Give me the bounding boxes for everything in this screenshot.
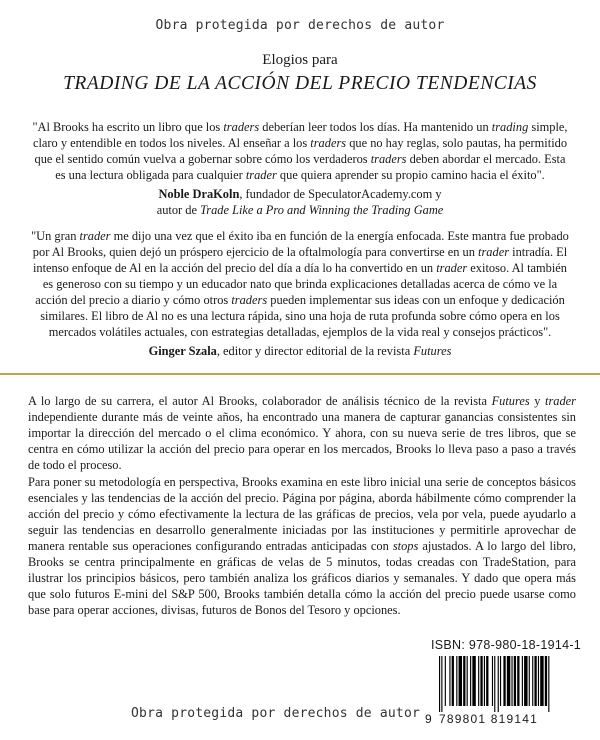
barcode-bar (480, 656, 482, 706)
barcode-bar (492, 656, 493, 706)
praise-heading: Elogios para (262, 52, 338, 68)
watermark-bottom: Obra protegida por derechos de autor (131, 706, 420, 721)
testimonial-1 (28, 119, 572, 218)
testimonial-2-magazine: Futures (413, 344, 452, 358)
barcode-bar (529, 656, 530, 706)
barcode-bar (500, 656, 501, 706)
isbn-barcode (425, 636, 595, 728)
barcode-digit-first: 9 (425, 712, 433, 726)
barcode-bar (478, 656, 479, 706)
barcode-bar (494, 656, 495, 712)
barcode-digits-rest: 789801 819141 (439, 712, 539, 726)
barcode-bar (532, 656, 533, 706)
description-paragraph-2-text: Para poner su metodología en perspectiva, Brooks examina en este libro inicial una serie de conceptos básicos esenciales y las tendencias de la acción del precio. Página por página, aborda hábilmente cómo comprender la acción del precio y cómo efectivamente la lectura de las gráficas de precios, vela por vela, puede ayudarlo a seguir las tendencias en desarrollo generalmente iniciadas por las instituciones y permitirle aprovechar de manera rentable sus operaciones configurando entradas anticipadas con stops ajustados. A lo largo del libro, Brooks se centra principalmente en gráficas de velas de 5 minutos, todas creadas con TradeStation, para ilustrar los principios básicos, pero también analiza los gráficos diarios y semanales. Y dado que opera más que solo futuros E-mini del S&P 500, Brooks también detalla cómo la acción del precio puede usarse como base para operar acciones, divisas, futuros de Bonos del Tesoro y opciones. (28, 475, 577, 617)
barcode-bar (459, 656, 462, 706)
barcode-bar (507, 656, 510, 706)
barcode-bar (503, 656, 505, 706)
barcode-bar (445, 656, 446, 706)
description-paragraph-1-text: A lo largo de su carrera, el autor Al Brooks, colaborador de análisis técnico de la revista Futures y trader independiente durante más de veinte años, ha encontrado una manera de capturar ganancias consistentes sin importar la dirección del mercado o el clima económico. Y ahora, con su nueva serie de tres libros, que se centra en cómo utilizar la acción del precio para operar en los mercados, Brooks lo lleva paso a paso a través de todo el proceso. (28, 394, 577, 472)
testimonial-1-role-prefix: autor de (156, 203, 201, 217)
barcode-bar (511, 656, 512, 706)
barcode-bar (467, 656, 468, 706)
testimonial-2-author: Ginger Szala (148, 344, 217, 358)
divider (0, 373, 600, 375)
barcode-bar (498, 656, 499, 712)
barcode-bar (548, 656, 549, 712)
barcode-bar (463, 656, 465, 706)
watermark-top: Obra protegida por derechos de autor (155, 18, 445, 33)
barcode-bar (441, 656, 442, 712)
barcode-bar (514, 656, 516, 706)
testimonial-1-role: , fundador de SpeculatorAcademy.com y (239, 187, 442, 201)
barcode-bar (534, 656, 536, 706)
isbn-label: ISBN: 978-980-18-1914-1 (431, 638, 582, 652)
barcode-bar (439, 656, 440, 712)
barcode-bar (522, 656, 523, 706)
testimonial-2-role: , editor y director editorial de la revista (216, 344, 414, 358)
testimonial-2 (28, 228, 572, 359)
barcode-bar (540, 656, 543, 706)
description-paragraph-1 (28, 393, 576, 473)
testimonial-1-book: Trade Like a Pro and Winning the Trading Game (200, 203, 444, 217)
barcode-bar (524, 656, 527, 706)
testimonial-2-text: "Un gran trader me dijo una vez que el éxito iba en función de la energía enfocada. Este mantra fue probado por Al Brooks, quien dejó un próspero ejercicio de la oftalmología para convertirse en un trader intradía. El intenso enfoque de Al en la acción del precio del día a día lo ha convertido en un trader exitoso. Al también es generoso con su tiempo y un educador nato que brinda explicaciones detalladas acerca de cómo ve la acción del precio a diario y cómo otros traders pueden implementar sus ideas con un enfoque y dedicación similares. El libro de Al no es una lectura rápida, sino una hoja de ruta profunda sobre cómo opera en los mercados volátiles actuales, con estrategias detalladas, ejemplos de la vida real y consejos prácticos". (31, 229, 569, 339)
barcode-bar (452, 656, 454, 706)
barcode-bar (486, 656, 488, 706)
barcode-bar (484, 656, 485, 706)
barcode-bars (429, 656, 591, 712)
barcode-bar (538, 656, 539, 706)
testimonial-1-attribution (28, 186, 572, 218)
barcode-bar (517, 656, 519, 706)
barcode-bar (456, 656, 457, 706)
description-paragraph-2 (28, 474, 576, 618)
barcode-bar (545, 656, 547, 706)
barcode-bar (472, 656, 475, 706)
barcode-bar (449, 656, 450, 706)
testimonial-2-attribution (28, 343, 572, 359)
testimonial-1-text: "Al Brooks ha escrito un libro que los traders deberían leer todos los días. Ha mantenido un trading simple, claro y entendible en todos los niveles. Al enseñar a los traders que no hay reglas, solo pautas, ha permitido que el sentido común vuelva a gobernar sobre cómo los verdaderos traders deben abordar el mercado. Esta es una lectura obligada para cualquier trader que quiera aprender su propio camino hacia el éxito". (32, 120, 568, 182)
barcode-bar (470, 656, 471, 706)
book-title: TRADING DE LA ACCIÓN DEL PRECIO TENDENCIAS (63, 73, 537, 94)
testimonial-1-author: Noble DraKoln (158, 187, 240, 201)
